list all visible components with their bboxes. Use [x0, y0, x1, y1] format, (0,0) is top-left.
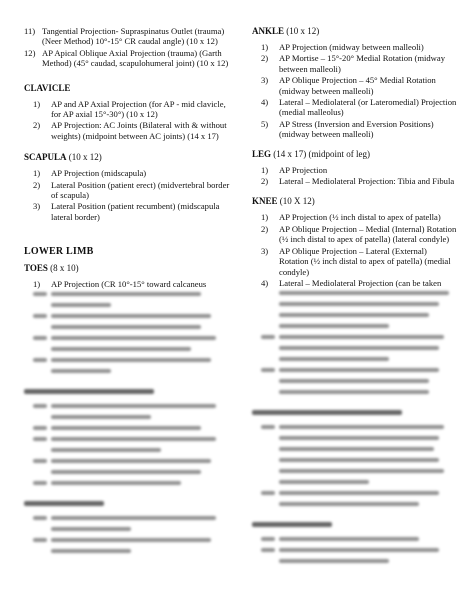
item-number: 3) [261, 75, 269, 86]
item-number: 4) [261, 277, 269, 288]
section-heading-size: (8 x 10) [50, 263, 79, 274]
list-item [24, 168, 236, 178]
section-heading-title: CLAVICLE [24, 82, 71, 93]
item-text: AP Oblique Projection – Lateral (External) Rotation (½ inch distal to apex of patella) (medial condyle) [279, 245, 451, 277]
list-item [24, 180, 236, 201]
item-number: 1) [261, 164, 269, 175]
item-number: 1) [33, 98, 41, 109]
list-item [252, 224, 458, 245]
section-heading-title: SCAPULA [24, 152, 67, 163]
item-number: 1) [33, 279, 41, 290]
item-number: 2) [261, 176, 269, 187]
shoulder-continued-list [24, 26, 236, 69]
toes-list [24, 279, 236, 289]
item-text: AP Mortise – 15°-20° Medial Rotation (midway between malleoli) [279, 53, 446, 74]
right-column [252, 26, 458, 568]
scapula-heading [24, 152, 236, 163]
item-number: 2) [33, 179, 41, 190]
section-heading-size: (10 x 12) [68, 152, 102, 163]
item-text: AP Stress (Inversion and Eversion Positions) (midway between malleoli) [279, 118, 434, 140]
section-heading-size: (14 x 17) (midpoint of leg) [273, 148, 370, 159]
ankle-heading [252, 26, 458, 37]
list-item [252, 278, 458, 288]
left-column [24, 26, 236, 558]
list-item [252, 212, 458, 222]
blurred-preview-right [252, 289, 458, 565]
scapula-list [24, 168, 236, 222]
item-number: 12) [24, 47, 36, 58]
section-heading-size: (10 x 12) [286, 26, 320, 36]
list-item [252, 246, 458, 277]
item-text: Lateral – Mediolateral Projection: Tibia and Fibula [279, 176, 455, 187]
item-text: AP Projection (midway between malleoli) [279, 42, 424, 52]
section-heading-title: ANKLE [252, 26, 285, 36]
item-text: AP Projection (midscapula) [51, 168, 147, 179]
list-item [24, 99, 236, 120]
list-item [24, 120, 236, 141]
leg-list [252, 165, 458, 187]
item-text: AP Oblique Projection – Medial (Internal) Rotation (½ inch distal to apex of patella) (lateral condyle) [279, 223, 457, 245]
item-number: 4) [261, 97, 269, 108]
item-number: 1) [33, 168, 41, 179]
section-heading-title: KNEE [252, 196, 278, 207]
item-number: 5) [261, 118, 269, 129]
item-text: Lateral – Mediolateral (or Lateromedial) Projection (medial malleolus) [279, 97, 457, 118]
list-item [252, 176, 458, 186]
list-item [252, 53, 458, 74]
section-heading-size: (10 X 12) [279, 196, 315, 207]
item-text: AP Apical Oblique Axial Projection (trauma) (Garth Method) (45° caudad, scapulohumeral joint) (10 x 12) [42, 47, 229, 69]
item-number: 1) [261, 212, 269, 223]
list-item [24, 26, 236, 47]
list-item [24, 201, 236, 222]
lower-limb-title: LOWER LIMB [24, 246, 94, 258]
list-item [252, 165, 458, 175]
blurred-preview-left [24, 290, 236, 555]
list-item [252, 97, 458, 118]
section-heading-title: LEG [252, 148, 272, 159]
list-item [24, 279, 236, 289]
toes-heading [24, 263, 236, 274]
item-number: 2) [261, 53, 269, 64]
item-text: Lateral Position (patient recumbent) (midscapula lateral border) [51, 201, 220, 222]
knee-heading [252, 196, 458, 207]
item-text: AP Projection [279, 164, 328, 175]
item-number: 2) [33, 120, 41, 131]
clavicle-list [24, 99, 236, 142]
item-text: AP and AP Axial Projection (for AP - mid clavicle, for AP axial 15°-30°) (10 x 12) [51, 98, 226, 120]
item-text: AP Projection (CR 10°-15° toward calcaneus [51, 279, 207, 290]
list-item [252, 42, 458, 52]
item-number: 2) [261, 223, 269, 234]
item-number: 1) [261, 42, 269, 52]
list-item [252, 119, 458, 140]
item-text: Tangential Projection- Supraspinatus Outlet (trauma) (Neer Method) 10°-15° CR caudal angle) (10 x 12) [42, 26, 225, 47]
list-item [24, 48, 236, 69]
item-number: 11) [24, 26, 36, 36]
item-text: Lateral – Mediolateral Projection (can be taken [279, 277, 442, 288]
item-text: Lateral Position (patient erect) (midvertebral border of scapula) [51, 179, 230, 201]
item-text: AP Projection (½ inch distal to apex of patella) [279, 212, 441, 223]
list-item [252, 75, 458, 96]
ankle-list [252, 42, 458, 140]
item-text: AP Oblique Projection – 45° Medial Rotation (midway between malleoli) [279, 75, 436, 96]
section-heading-title: TOES [24, 263, 48, 274]
clavicle-heading [24, 83, 236, 94]
item-number: 3) [261, 245, 269, 256]
item-number: 3) [33, 201, 41, 212]
leg-heading [252, 149, 458, 160]
item-text: AP Projection: AC Joints (Bilateral with & without weights) (midpoint between AC joints) (14 x 17) [51, 120, 227, 141]
knee-list [252, 212, 458, 288]
